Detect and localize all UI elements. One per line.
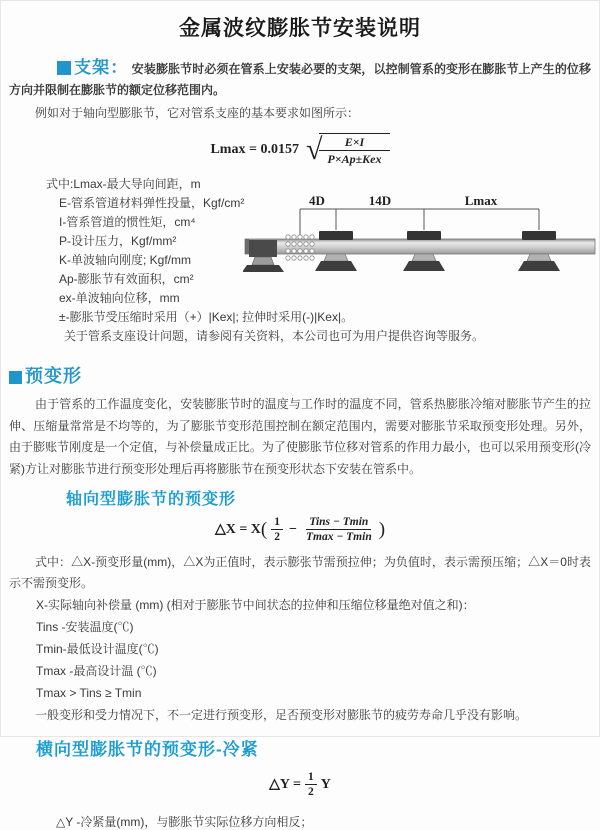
- predeform-heading-label: 预变形: [25, 366, 82, 386]
- pipe-end-cap: [245, 239, 249, 254]
- axial-note3: 一般变形和受力情况下，不一定进行预变形，足否预变形对膨胀节的疲劳寿命几乎没有影响。: [35, 708, 528, 722]
- section-bullet-icon: [57, 61, 71, 75]
- pipe: [245, 239, 595, 254]
- predeform-paragraph: 由于管系的工作温度变化，安装膨胀节时的温度与工作时的温度不同，管系热膨胀冷缩对膨胀节产生的拉伸、压缩量常常是不均等的，为了膨胀节变形范围控制在额定范围内，需要对膨胀节采取预变形处理。另外，由于膨账节刚度是一个定值，与补偿量成正比。为了使膨胀节位移对管系的作用力最小，也可以采用预变形(冷紧)方让对膨胀节进行预变形处理后再将膨胀节在预变形状态下安装在管系中。: [9, 397, 591, 476]
- definition-line: 关于管系支座设计问题，请参阅有关资料，本公司也可为用户提供咨询等服务。: [64, 329, 485, 343]
- fraction-half: [271, 515, 283, 544]
- support-example-line: 例如对于轴向型膨胀节，它对管系支座的基本要求如图所示：: [35, 106, 360, 120]
- definition-line: I-管系管道的惯性矩，cm⁴: [59, 215, 196, 229]
- definition-line: 式中:Lmax-最大导向间距，m: [46, 177, 201, 191]
- formula-dy-lhs: △Y =: [269, 777, 301, 792]
- fraction-denominator: Tmax − Tmin: [305, 531, 372, 543]
- sqrt-fraction: [319, 133, 389, 167]
- pipe-support-diagram: [243, 193, 598, 289]
- fraction-denominator: 2: [307, 786, 314, 798]
- formula-delta-x: [9, 515, 591, 544]
- fraction-half: [305, 770, 317, 799]
- predeform-section-heading: [9, 362, 591, 388]
- sqrt-expression: [306, 133, 390, 167]
- page-title: 金属波纹膨胀节安装说明: [179, 17, 421, 40]
- formula-lmax-numerator: E×I: [319, 134, 389, 151]
- close-paren: ): [378, 518, 386, 540]
- lateral-subheading: 横向型膨胀节的预变形-冷紧: [36, 740, 259, 759]
- support-paragraph: [9, 57, 591, 101]
- document-content: [1, 57, 599, 830]
- lateral-note: △Y -冷紧量(mm)，与膨胀节实际位移方向相反；: [56, 815, 313, 829]
- axial-subheading: 轴向型膨胀节的预变形: [66, 491, 237, 508]
- fraction-numerator: 1: [271, 515, 283, 530]
- sqrt-radical-icon: √: [305, 133, 323, 166]
- dimension-label-4d: 4D: [309, 193, 325, 208]
- fraction-temperature: [303, 515, 375, 544]
- minus-operator: −: [288, 521, 297, 537]
- open-paren: (: [260, 518, 268, 540]
- formula-lmax: [9, 133, 591, 167]
- temp-line: Tins -安装温度(℃): [36, 620, 134, 634]
- definition-line: K-单波轴向刚度; Kgf/mm: [59, 253, 192, 267]
- definition-line: P-设计压力，Kgf/mm²: [59, 234, 177, 248]
- formula-lmax-denominator: P×Ap±Kex: [327, 152, 382, 166]
- formula-dy-rhs: Y: [320, 776, 331, 792]
- dimension-label-14d: 14D: [368, 193, 392, 208]
- temperature-definitions: [36, 616, 591, 704]
- dimension-label-lmax: Lmax: [464, 193, 498, 208]
- support-heading: 支架：: [74, 58, 129, 77]
- support-intro-text: 安装膨胀节时必须在管系上安装必要的支架，以控制管系的变形在膨胀节上产生的位移方向并限制在膨胀节的额定位移范围内。: [9, 62, 591, 97]
- fraction-numerator: 1: [305, 770, 317, 785]
- definition-line: ex-单波轴向位移，mm: [59, 291, 180, 305]
- formula-dx-lhs: △X = X: [214, 522, 261, 537]
- definition-line: E-管系管道材料弹性投量，Kgf/cm²: [59, 196, 245, 210]
- fraction-numerator: Tins − Tmin: [306, 515, 371, 530]
- temp-line: Tmin-最低设计温度(℃): [36, 642, 159, 656]
- formula-delta-y: [9, 770, 591, 799]
- axial-note2: X-实际轴向补偿量 (mm) (相对于膨胀节中间状态的拉伸和压缩位移量绝对值之和)：: [36, 598, 475, 612]
- fraction-denominator: 2: [274, 531, 280, 543]
- formula-lmax-lhs: Lmax = 0.0157: [210, 142, 299, 157]
- temp-line: Tmax > Tins ≥ Tmin: [36, 686, 142, 700]
- definition-line: ±-膨胀节受压缩时采用（+）|Kex|; 拉伸时采用(-)|Kex|。: [59, 310, 354, 324]
- axial-note1: 式中：△X-预变形量(mm)，△X为正值时，表示膨张节需预拉伸；为负值时，表示需预压缩；△X＝0时表示不需预变形。: [9, 555, 591, 590]
- section-bullet-icon: [9, 371, 22, 384]
- temp-line: Tmax -最高设计温 (℃): [36, 664, 157, 678]
- definition-line: Ap-膨胀节有效面积，cm²: [59, 272, 194, 286]
